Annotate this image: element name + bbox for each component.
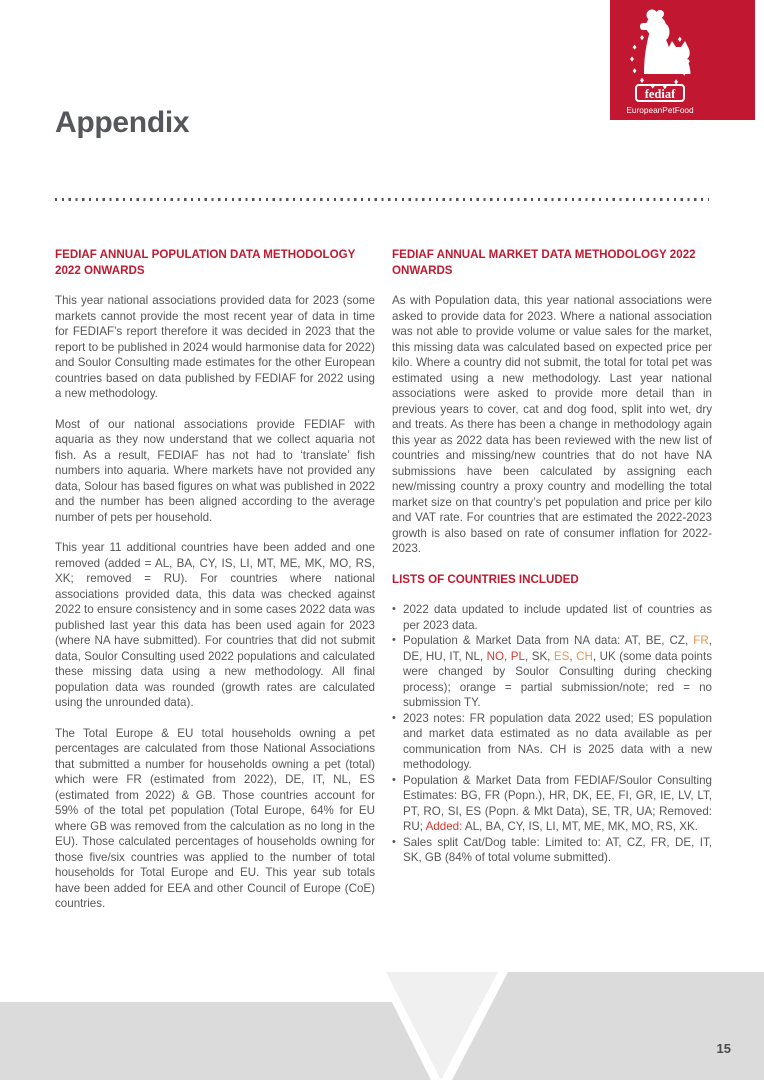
list-item	[392, 835, 712, 866]
bullet-dot: •	[392, 603, 396, 615]
list-item	[392, 602, 712, 633]
left-column	[55, 247, 375, 912]
bullet-text: 2023 notes: FR population data 2022 used; ES population and market data estimated as no data available as per communication from NAs. CH is 2025 data with a new methodology.	[403, 711, 712, 771]
list-item	[392, 711, 712, 773]
footer-graphic	[0, 960, 764, 1080]
bullet-text	[403, 633, 712, 711]
market-methodology-heading: FEDIAF ANNUAL MARKET DATA METHODOLOGY 2022 ONWARDS	[392, 248, 696, 277]
text-segment: , DE, HU, IT, NL,	[403, 634, 712, 663]
country-code-orange: FR	[693, 634, 709, 647]
text-segment: , SK,	[524, 649, 554, 663]
footer-band-left	[0, 1002, 431, 1080]
page-title: Appendix	[55, 106, 190, 139]
country-code-red: PL	[510, 649, 525, 663]
paragraph: This year national associations provided data for 2023 (some markets cannot provide the most recent year of data in time for FEDIAF’s report therefore it was decided in 2023 that the report to be published in 2024 would harmonise data for 2022) and Soulor Consulting made estimates for the other European countries based on data published by FEDIAF for 2022 using a new methodology.	[55, 294, 375, 400]
bullet-dot: •	[392, 634, 396, 646]
bullet-dot: •	[392, 711, 396, 724]
logo-wordmark: fediaf	[644, 86, 676, 101]
lists-of-countries-heading: LISTS OF COUNTRIES INCLUDED	[392, 572, 579, 586]
fediaf-logo	[610, 0, 755, 120]
text-segment: ,	[569, 649, 577, 663]
bullet-text	[403, 773, 712, 835]
added-label-red: Added:	[425, 820, 463, 833]
bullet-text: 2022 data updated to include updated list of countries as per 2023 data.	[403, 603, 712, 632]
body-columns	[55, 247, 712, 912]
bullet-text: Sales split Cat/Dog table: Limited to: AT, CZ, FR, DE, IT, SK, GB (84% of total volume submitted).	[403, 835, 712, 864]
footer-band-right	[452, 972, 764, 1080]
country-code-orange: ES	[553, 649, 570, 663]
bullet-dot: •	[392, 835, 396, 848]
text-segment: Population & Market Data from FEDIAF/Soulor Consulting Estimates: BG, FR (Popn.), HR, DK, EE, FI, GR, IE, LV, LT, PT, RO, SI, ES (Popn. & Mkt Data), SE, TR, UA; Removed: RU;	[403, 773, 712, 833]
text-segment: AL, BA, CY, IS, LI, MT, ME, MK, MO, RS, XK.	[462, 820, 698, 833]
text-segment: , UK (some data points were changed by Soulor Consulting during checking process); orange = partial submission/note; red = no submission TY.	[403, 649, 712, 709]
paragraph: The Total Europe & EU total households owning a pet percentages are calculated from those National Associations that submitted a number for households owning a pet (total) which were FR (estimated from 2022), DE, IT, NL, ES (estimated from 2022) & GB. Those countries account for 59% of the total pet population (Total Europe, 64% for EU where GB was removed from the calculation as no long in the EU). Those calculated percentages of households owning for those five/six countries was applied to the number of total households for Total Europe and EU. This year sub totals have been added for EEA and other Council of Europe (CoE) countries.	[55, 726, 375, 910]
paragraph: Most of our national associations provide FEDIAF with aquaria as they now understand that we collect aquaria not fish. As a result, FEDIAF has not had to ‘translate’ fish numbers into aquaria. Where markets have not provided any data, Solour has based figures on what was published in 2022 and the number has been aligned according to the average number of pets per household.	[55, 417, 375, 524]
countries-list	[392, 602, 712, 866]
right-column	[392, 247, 712, 912]
paragraph: This year 11 additional countries have been added and one removed (added = AL, BA, CY, IS, LI, MT, ME, MK, MO, RS, XK; removed = RU). For countries where national associations provided data, this data was checked against 2022 to ensure consistency and in some cases 2022 data was published last year this data has been used again for 2023 (where NA have submitted). For countries that did not submit data, Soulor Consulting used 2022 populations and calculated these missing data using a new methodology. All final population data was rounded (growth rates are calculated using the unrounded data).	[55, 541, 375, 709]
list-item	[392, 633, 712, 711]
list-item	[392, 773, 712, 835]
text-segment: Population & Market Data from NA data: AT, BE, CZ,	[403, 634, 694, 647]
country-code-red: NO	[486, 649, 505, 663]
country-code-orange: CH	[576, 649, 593, 663]
population-methodology-heading: FEDIAF ANNUAL POPULATION DATA METHODOLOGY 2022 ONWARDS	[55, 248, 356, 277]
logo-tagline: EuropeanPetFood	[626, 105, 694, 115]
paragraph: As with Population data, this year national associations were asked to provide data for 2023. Where a national association was not able to provide volume or value sales for the market, this missing data was calculated based on expected price per kilo. Where a country did not submit, the total for total pet was estimated using a new methodology. Last year national associations were asked to provide more detail than in previous years to cover, cat and dog food, split into wet, dry and treats. As there has been a change in methodology again this year as 2022 data has been reviewed with the new list of countries and missing/new countries that do not have NA submissions have been calculated by assigning each new/missing country a proxy country and modelling the total market size on that country’s pet population and price per kilo and VAT rate. For countries that are estimated the 2022-2023 growth is also based on rate of consumer inflation for 2022-2023.	[392, 294, 712, 555]
dotted-divider	[55, 198, 709, 201]
bullet-dot: •	[392, 773, 396, 786]
page-number: 15	[716, 1041, 731, 1056]
text-segment: ,	[504, 649, 511, 663]
